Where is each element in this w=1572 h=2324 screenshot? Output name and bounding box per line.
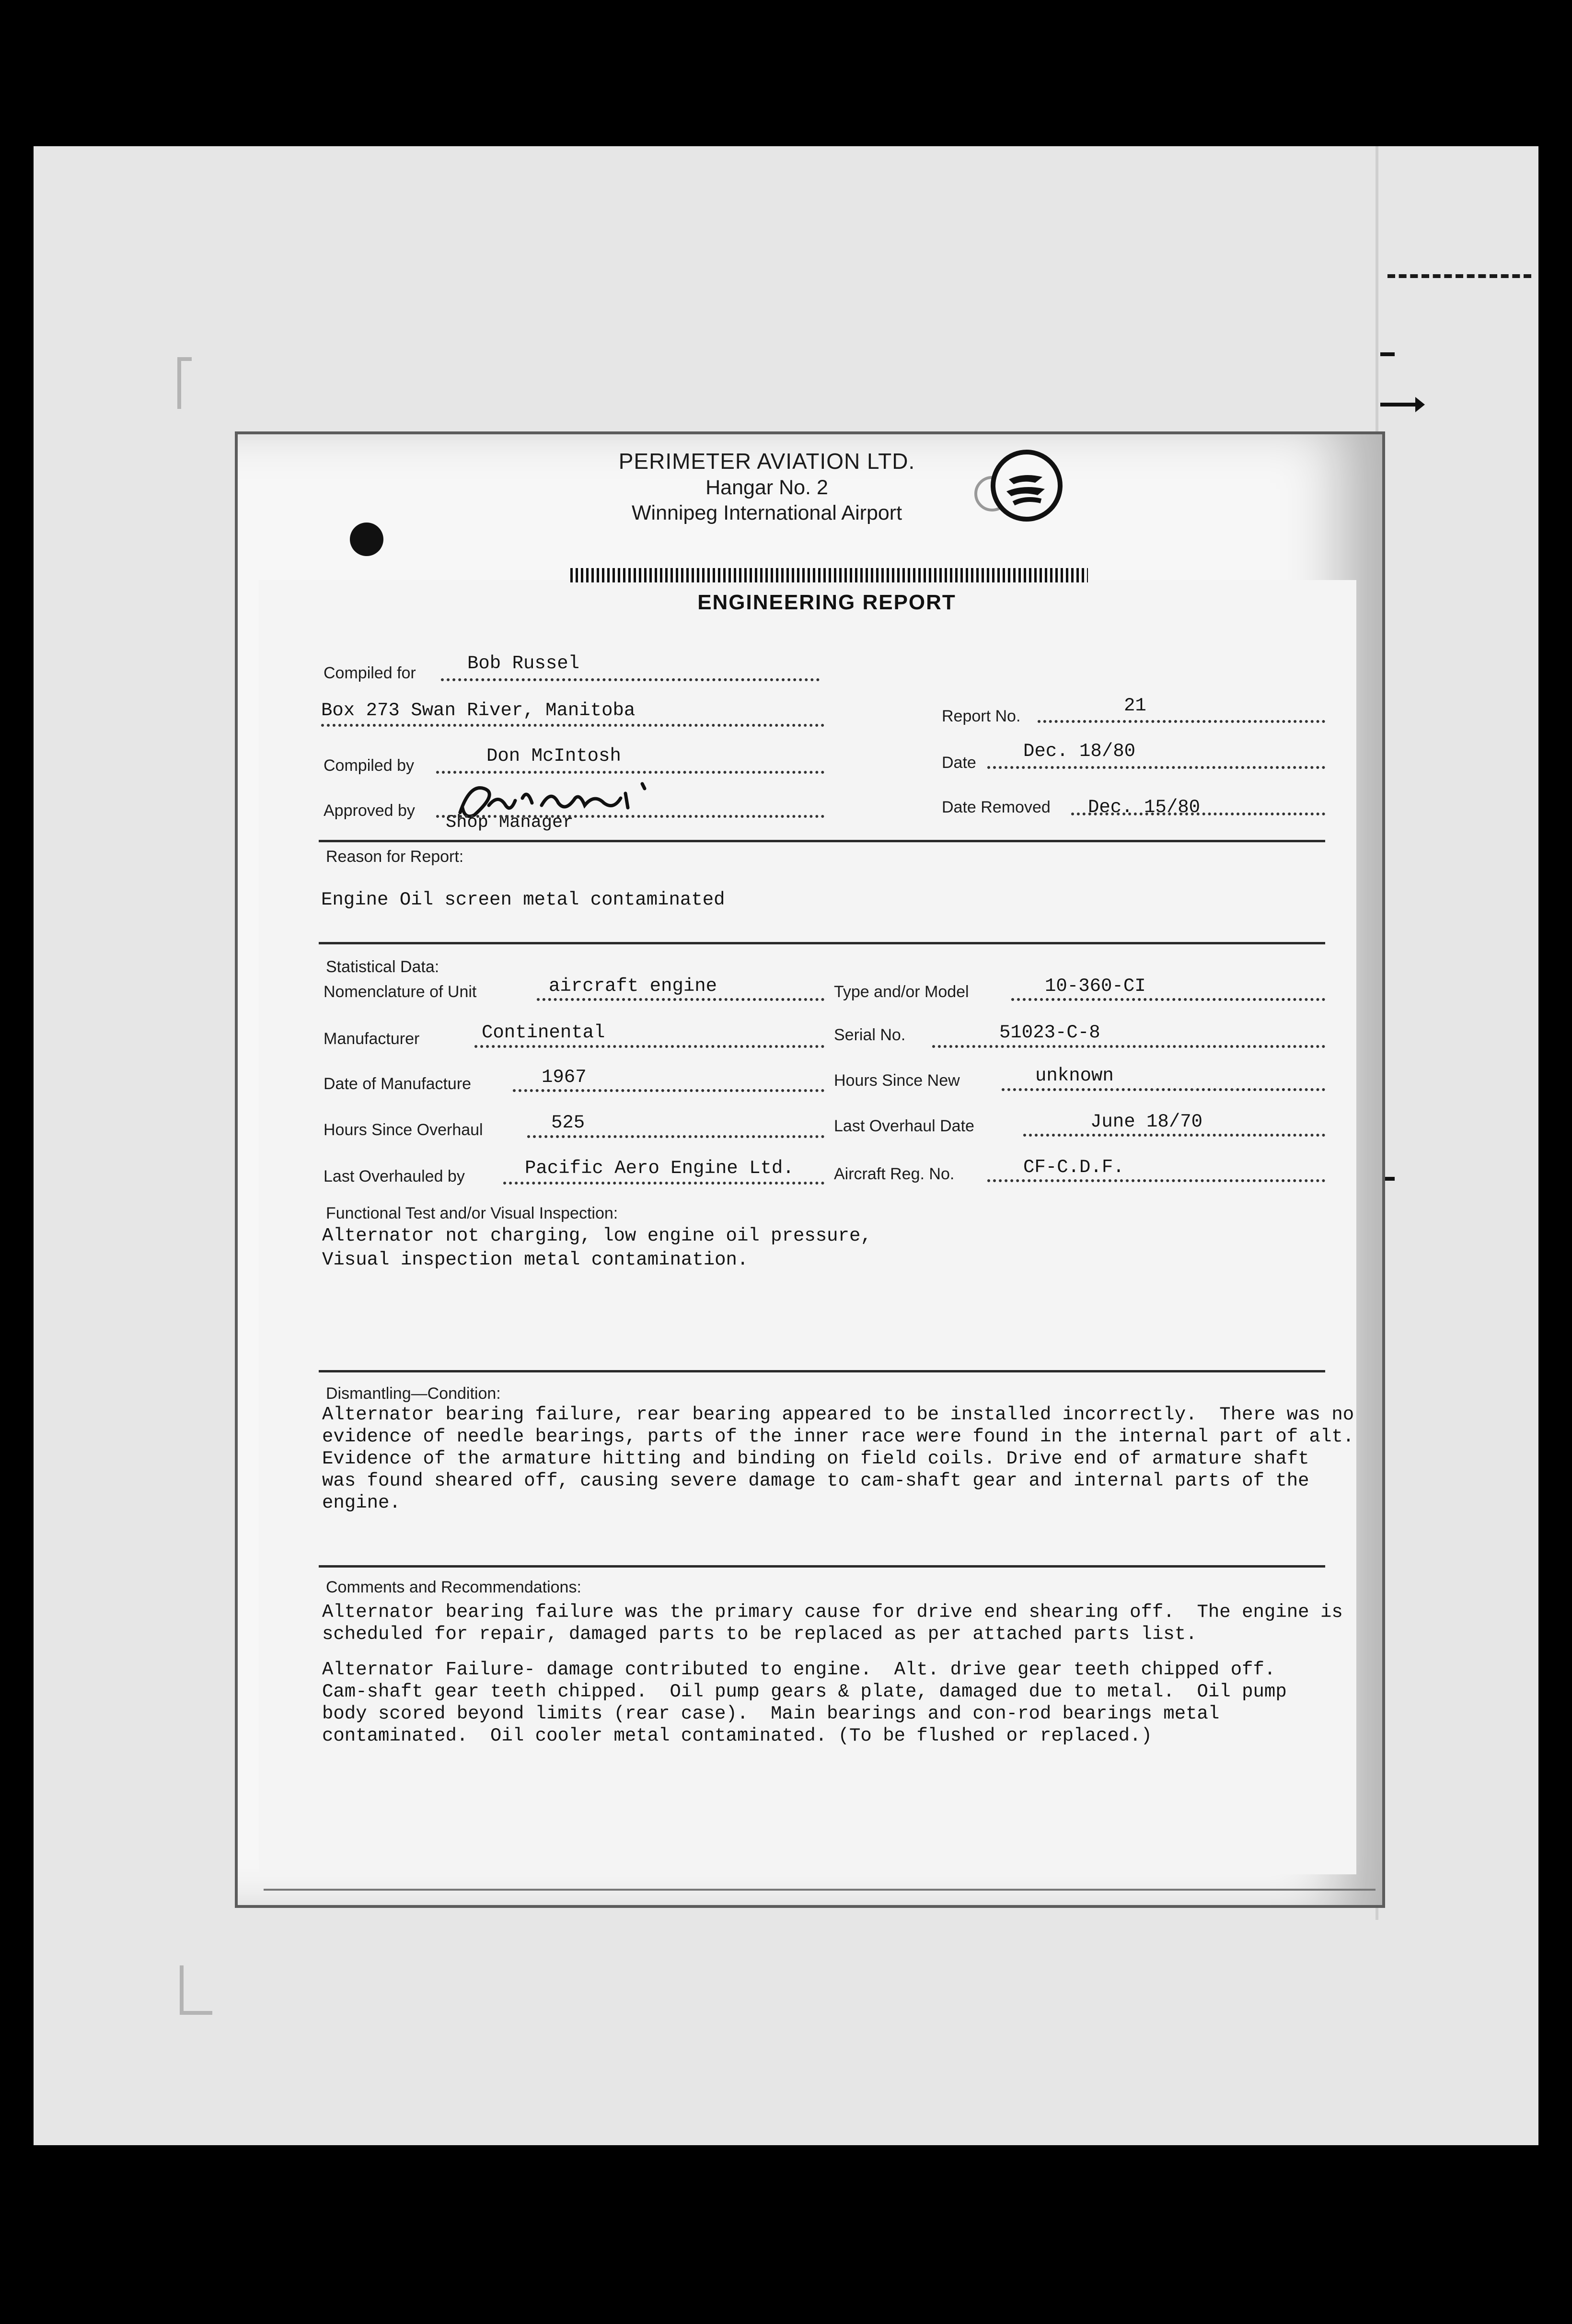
field-underline: [1011, 998, 1325, 1001]
last-overhaul-date-value: June 18/70: [1090, 1111, 1203, 1132]
type-model-value: 10-360-CI: [1045, 976, 1146, 997]
hours-since-overhaul-label: Hours Since Overhaul: [324, 1121, 483, 1139]
manufacturer-label: Manufacturer: [324, 1030, 420, 1048]
comments-line: Cam-shaft gear teeth chipped. Oil pump gears & plate, damaged due to metal. Oil pump: [322, 1681, 1287, 1702]
reason-text: Engine Oil screen metal contaminated: [321, 889, 725, 910]
dismantling-label: Dismantling—Condition:: [326, 1384, 501, 1403]
statistical-label: Statistical Data:: [326, 958, 439, 976]
last-overhauled-by-value: Pacific Aero Engine Ltd.: [525, 1158, 794, 1179]
field-underline: [441, 678, 820, 681]
approver-title: Shop Manager: [446, 813, 574, 833]
comments-line: body scored beyond limits (rear case). Main bearings and con-rod bearings metal: [322, 1703, 1220, 1724]
field-underline: [321, 724, 824, 727]
aircraft-reg-value: CF-C.D.F.: [1023, 1157, 1124, 1178]
field-underline: [503, 1182, 824, 1185]
field-underline: [987, 1179, 1325, 1182]
serial-value: 51023-C-8: [999, 1022, 1100, 1043]
compiled-by-label: Compiled by: [324, 756, 414, 775]
field-underline: [436, 815, 824, 818]
type-model-label: Type and/or Model: [834, 983, 969, 1001]
report-title: ENGINEERING REPORT: [697, 591, 956, 614]
hangar-line: Hangar No. 2: [705, 476, 828, 499]
hours-since-new-label: Hours Since New: [834, 1071, 960, 1090]
hours-since-new-value: unknown: [1035, 1065, 1114, 1086]
nomenclature-value: aircraft engine: [549, 976, 717, 997]
dismantling-line: engine.: [322, 1492, 401, 1513]
comments-line: scheduled for repair, damaged parts to be replaced as per attached parts list.: [322, 1624, 1197, 1645]
field-underline: [513, 1089, 824, 1092]
dismantling-line: was found sheared off, causing severe damage to cam-shaft gear and internal parts of the: [322, 1470, 1309, 1491]
address-value: Box 273 Swan River, Manitoba: [321, 700, 636, 721]
field-underline: [527, 1135, 824, 1138]
edge-dash-marks: [1387, 274, 1531, 278]
date-value: Dec. 18/80: [1023, 741, 1136, 762]
reason-label: Reason for Report:: [326, 848, 464, 866]
edge-tick-mark: [1380, 352, 1395, 356]
field-underline: [1071, 813, 1325, 815]
last-overhaul-date-label: Last Overhaul Date: [834, 1117, 974, 1135]
comments-line: Alternator Failure- damage contributed to engine. Alt. drive gear teeth chipped off.: [322, 1659, 1276, 1680]
date-of-manufacture-value: 1967: [542, 1067, 587, 1088]
section-rule: [319, 1370, 1325, 1372]
letterhead-rule: [570, 568, 1088, 582]
dismantling-line: Alternator bearing failure, rear bearing appeared to be installed incorrectly. There was no: [322, 1404, 1354, 1425]
comments-line: contaminated. Oil cooler metal contaminated. (To be flushed or replaced.): [322, 1725, 1152, 1746]
hours-since-overhaul-value: 525: [551, 1112, 585, 1133]
corner-crop-mark: [177, 357, 192, 409]
compiled-for-value: Bob Russel: [467, 653, 580, 674]
section-rule: [319, 840, 1325, 842]
field-underline: [436, 771, 824, 774]
nomenclature-label: Nomenclature of Unit: [324, 983, 477, 1001]
dismantling-line: evidence of needle bearings, parts of the inner race were found in the internal part of alt.: [322, 1426, 1354, 1447]
report-no-label: Report No.: [942, 707, 1021, 725]
sheet-bottom-rule: [264, 1889, 1376, 1891]
field-underline: [537, 998, 824, 1001]
section-rule: [319, 1565, 1325, 1568]
corner-crop-mark: [180, 1965, 212, 2015]
last-overhauled-by-label: Last Overhauled by: [324, 1167, 465, 1185]
field-underline: [1023, 1134, 1325, 1137]
manufacturer-value: Continental: [482, 1022, 605, 1043]
field-underline: [474, 1045, 824, 1048]
compiled-by-value: Don McIntosh: [486, 745, 621, 767]
company-name: PERIMETER AVIATION LTD.: [618, 449, 915, 474]
comments-line: Alternator bearing failure was the primary cause for drive end shearing off. The engine is: [322, 1602, 1343, 1623]
serial-label: Serial No.: [834, 1026, 906, 1044]
field-underline: [1002, 1088, 1325, 1091]
airport-line: Winnipeg International Airport: [631, 501, 902, 524]
comments-label: Comments and Recommendations:: [326, 1578, 581, 1596]
date-label: Date: [942, 754, 976, 772]
compiled-for-label: Compiled for: [324, 664, 416, 682]
dismantling-line: Evidence of the armature hitting and binding on field coils. Drive end of armature shaft: [322, 1448, 1309, 1469]
edge-arrow-mark: [1380, 403, 1421, 407]
section-rule: [319, 942, 1325, 944]
date-of-manufacture-label: Date of Manufacture: [324, 1075, 472, 1093]
aircraft-reg-label: Aircraft Reg. No.: [834, 1165, 955, 1183]
field-underline: [932, 1045, 1325, 1048]
functional-label: Functional Test and/or Visual Inspection:: [326, 1204, 618, 1222]
hole-punch: [350, 523, 383, 556]
field-underline: [1038, 720, 1325, 723]
company-logo-icon: [963, 443, 1069, 530]
approved-by-label: Approved by: [324, 802, 415, 820]
functional-line: Visual inspection metal contamination.: [322, 1249, 749, 1270]
report-no-value: 21: [1124, 695, 1146, 716]
letterhead: [551, 448, 982, 525]
field-underline: [987, 766, 1325, 769]
date-removed-label: Date Removed: [942, 798, 1051, 816]
functional-line: Alternator not charging, low engine oil pressure,: [322, 1225, 872, 1246]
date-removed-value: Dec. 15/80: [1088, 797, 1201, 818]
